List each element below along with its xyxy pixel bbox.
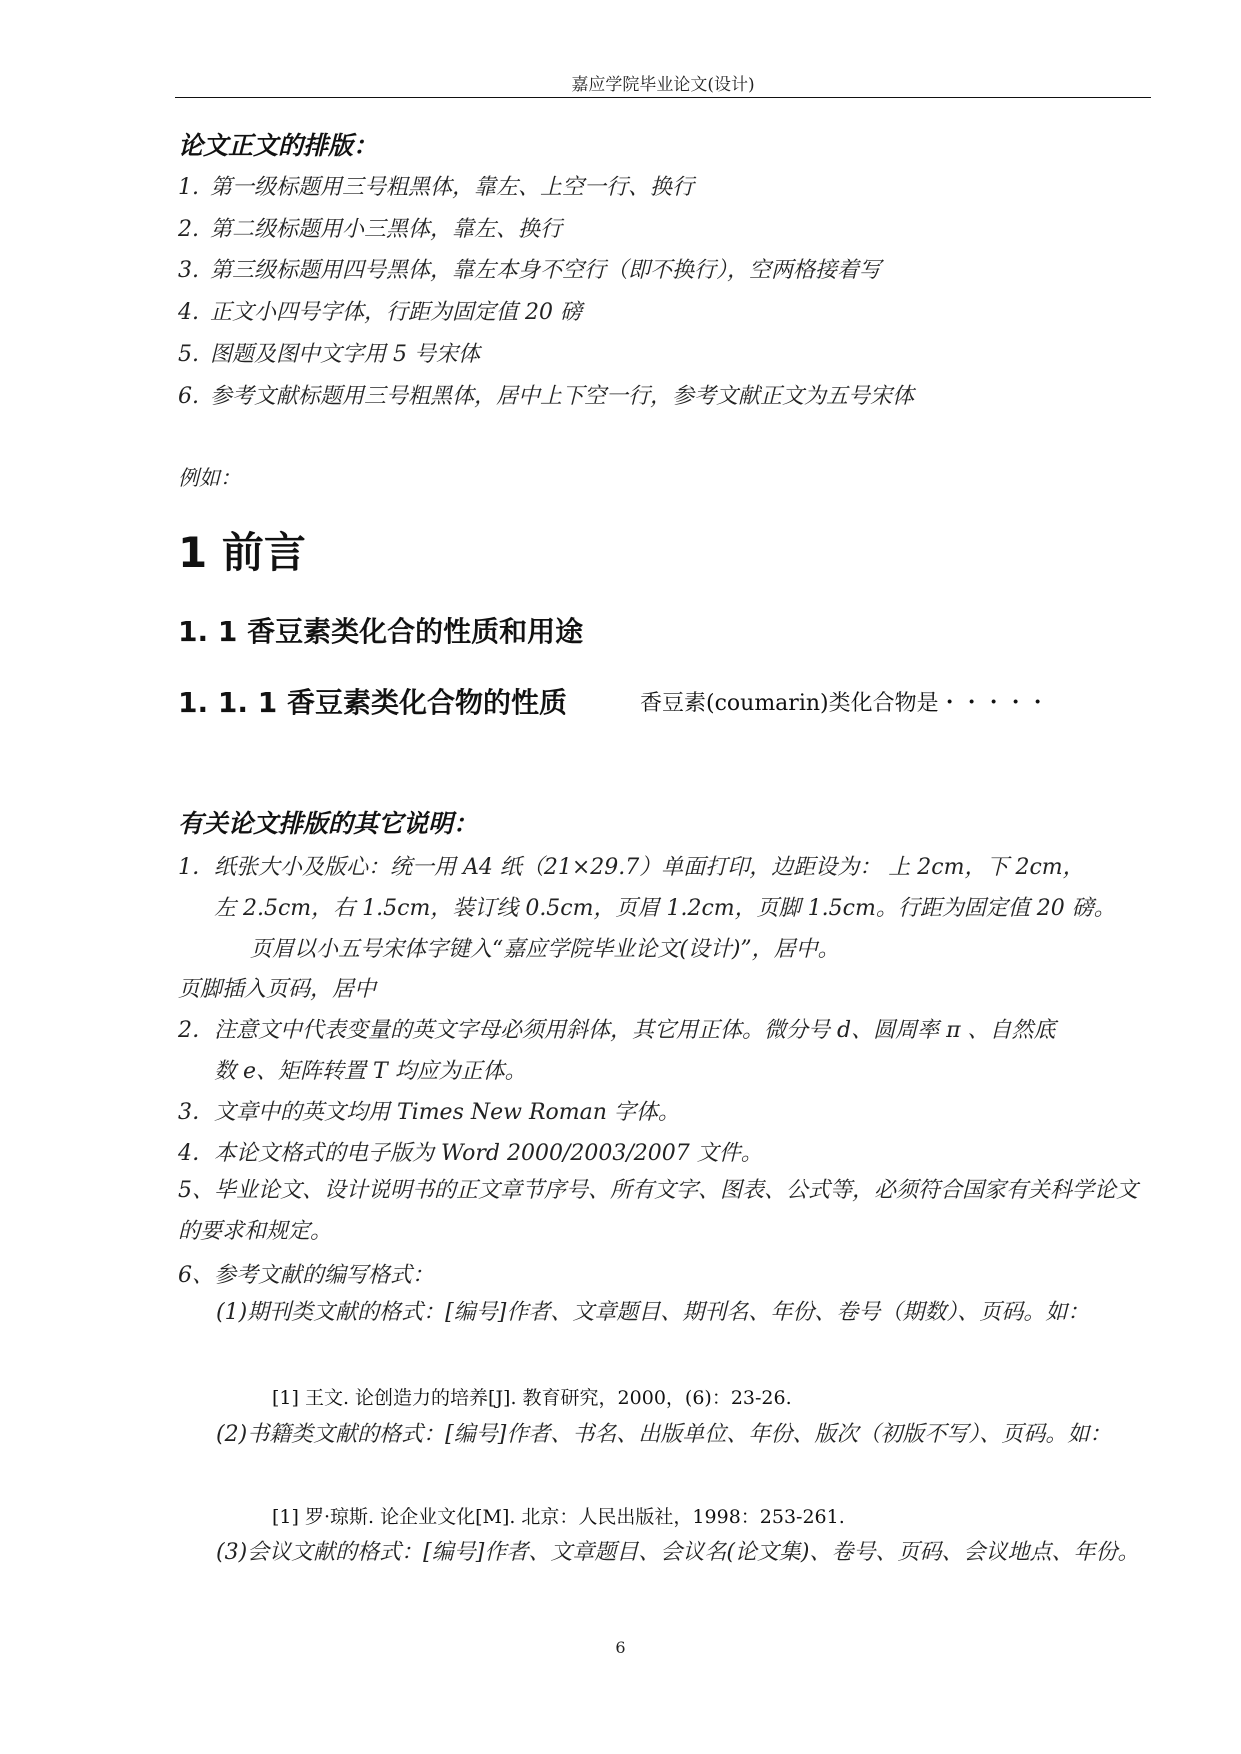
note-1-line-3: 页眉以小五号宋体字键入“嘉应学院毕业论文(设计)”，居中。 — [250, 937, 840, 962]
other-notes-title: 有关论文排版的其它说明： — [178, 809, 479, 838]
example-heading-level-1: 1 前言 — [178, 528, 306, 577]
note-1-line-1: 1．纸张大小及版心：统一用 A4 纸（21×29.7）单面打印，边距设为： 上 2cm，下 2cm， — [178, 855, 1085, 880]
format-rule-3 — [178, 253, 881, 284]
format-rule-2 — [178, 212, 562, 243]
format-rule-number: 4. — [178, 300, 199, 325]
format-rule-6 — [178, 379, 914, 410]
running-header: 嘉应学院毕业论文(设计) — [571, 75, 755, 95]
note-4: 4．本论文格式的电子版为 Word 2000/2003/2007 文件。 — [178, 1141, 763, 1166]
example-body-text: 香豆素(coumarin)类化合物是・・・・・ — [640, 691, 1049, 716]
example-heading-level-3: 1. 1. 1 香豆素类化合物的性质 — [178, 686, 567, 719]
format-rule-number: 5. — [178, 342, 199, 367]
note-6: 6、参考文献的编写格式： — [178, 1263, 434, 1288]
note-2-line-2: 数 e、矩阵转置 T 均应为正体。 — [214, 1059, 527, 1084]
format-rule-number: 6. — [178, 384, 199, 409]
format-rule-text: 参考文献标题用三号粗黑体，居中上下空一行，参考文献正文为五号宋体 — [210, 384, 915, 409]
note-1-line-2: 左 2.5cm，右 1.5cm，装订线 0.5cm，页眉 1.2cm，页脚 1.5cm。行距为固定值 20 磅。 — [214, 896, 1116, 921]
format-rule-1 — [178, 170, 694, 201]
book-reference-example: [1] 罗·琼斯. 论企业文化[M]. 北京：人民出版社，1998：253-261. — [272, 1506, 845, 1528]
format-rule-text: 正文小四号字体，行距为固定值 20 磅 — [210, 300, 582, 325]
example-heading-level-2: 1. 1 香豆素类化合的性质和用途 — [178, 615, 584, 648]
note-5: 5、毕业论文、设计说明书的正文章节序号、所有文字、图表、公式等，必须符合国家有关科学论文的要求和规定。 — [178, 1178, 1139, 1244]
journal-format: (1)期刊类文献的格式：[编号]作者、文章题目、期刊名、年份、卷号（期数）、页码。如： — [216, 1300, 1090, 1325]
note-3: 3．文章中的英文均用 Times New Roman 字体。 — [178, 1100, 680, 1125]
format-rule-4 — [178, 295, 582, 326]
format-rule-number: 3. — [178, 258, 199, 283]
format-rule-text: 第一级标题用三号粗黑体，靠左、上空一行、换行 — [210, 175, 695, 200]
format-rule-text: 第二级标题用小三黑体，靠左、换行 — [210, 217, 563, 242]
format-rule-number: 1. — [178, 175, 199, 200]
header-rule — [175, 97, 1151, 98]
book-format: (2)书籍类文献的格式：[编号]作者、书名、出版单位、年份、版次（初版不写）、页码。如： — [216, 1422, 1112, 1447]
note-2-line-1: 2．注意文中代表变量的英文字母必须用斜体，其它用正体。微分号 d、圆周率 π 、自然底 — [178, 1018, 1056, 1043]
example-label: 例如： — [178, 466, 241, 490]
format-rule-text: 图题及图中文字用 5 号宋体 — [210, 342, 480, 367]
format-rule-5 — [178, 337, 480, 368]
format-rule-text: 第三级标题用四号黑体，靠左本身不空行（即不换行），空两格接着写 — [210, 258, 882, 283]
conference-format: (3)会议文献的格式：[编号]作者、文章题目、会议名(论文集)、卷号、页码、会议地点、年份。 — [216, 1540, 1140, 1565]
format-rules-title: 论文正文的排版： — [178, 131, 379, 160]
note-1-line-4: 页脚插入页码，居中 — [178, 977, 377, 1002]
page-number: 6 — [615, 1638, 626, 1657]
journal-reference-example: [1] 王文. 论创造力的培养[J]. 教育研究，2000，(6)：23-26. — [272, 1387, 792, 1409]
format-rule-number: 2. — [178, 217, 199, 242]
